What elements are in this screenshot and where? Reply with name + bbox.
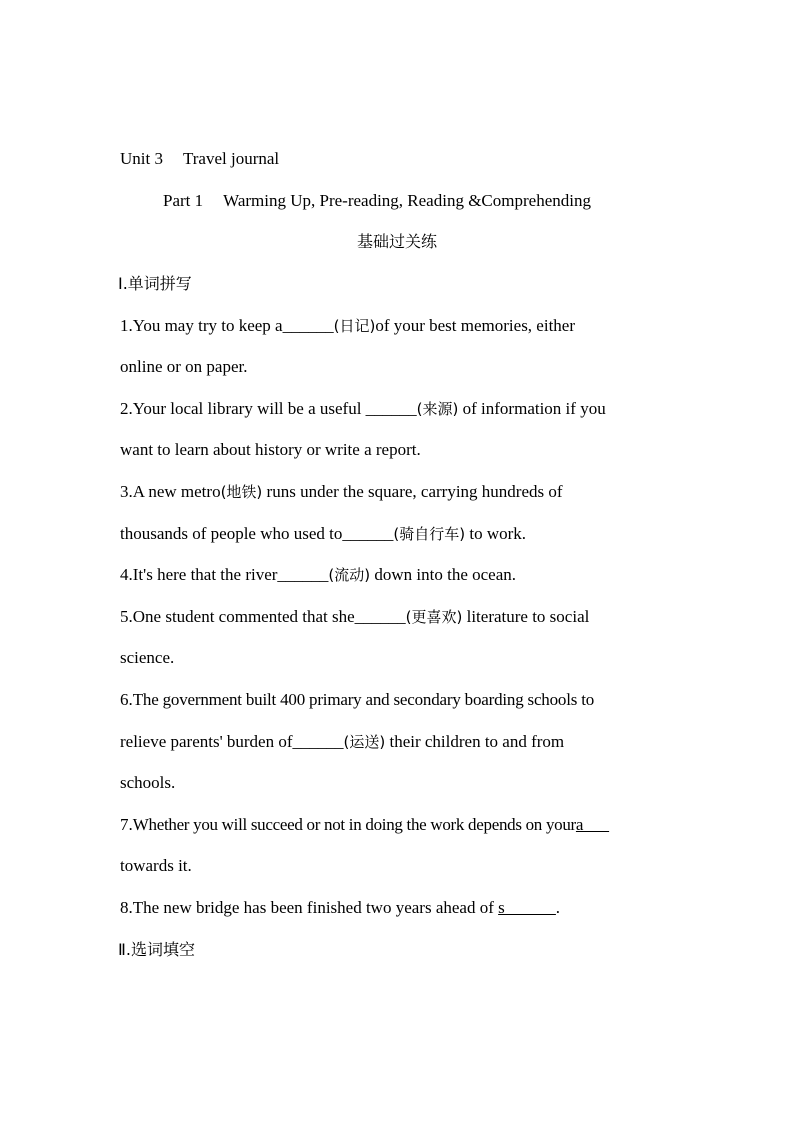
chinese-hint: (地铁) — [220, 483, 263, 501]
question-text: It's here that the river — [132, 565, 278, 584]
question-3 — [120, 481, 680, 503]
question-number: 4. — [120, 565, 133, 584]
answer-blank[interactable]: ______ — [292, 732, 344, 751]
answer-blank[interactable]: ______ — [282, 316, 334, 335]
question-text: The government built 400 primary and secondary boarding schools to — [132, 690, 595, 709]
question-text: You may try to keep a — [132, 316, 283, 335]
answer-blank[interactable]: ______ — [365, 399, 417, 418]
question-text: their children to and from — [385, 732, 565, 751]
question-text: One student commented that she — [132, 607, 355, 626]
section-heading-word-choice: Ⅱ.选词填空 — [118, 940, 195, 959]
question-text: literature to social — [462, 607, 590, 626]
answer-blank[interactable]: ______ — [342, 524, 394, 543]
question-text: Your local library will be a useful — [132, 399, 366, 418]
question-text: of your best memories, either — [375, 316, 576, 335]
question-text: relieve parents' burden of — [120, 732, 293, 751]
question-number: 6. — [120, 690, 133, 709]
question-6-continued — [120, 731, 680, 753]
part-title — [163, 190, 723, 212]
chinese-hint: (流动) — [328, 566, 371, 584]
question-text: Whether you will succeed or not in doing the work depends on your — [132, 815, 576, 834]
question-1 — [120, 315, 680, 337]
answer-blank[interactable]: a___ — [575, 815, 609, 834]
answer-blank[interactable]: s______ — [498, 898, 556, 917]
question-text: to work. — [465, 524, 527, 543]
question-1-continued: online or on paper. — [120, 357, 248, 376]
question-2-continued: want to learn about history or write a report. — [120, 440, 421, 459]
question-7 — [120, 814, 680, 836]
unit-title — [120, 148, 680, 170]
question-8 — [120, 897, 680, 919]
part-name: Warming Up, Pre-reading, Reading &Comprehending — [223, 191, 591, 210]
question-5 — [120, 606, 680, 628]
question-6-continued-2: schools. — [120, 773, 176, 792]
unit-label: Unit 3 — [120, 149, 163, 168]
question-4 — [120, 564, 680, 586]
question-number: 1. — [120, 316, 133, 335]
level-title: 基础过关练 — [356, 232, 437, 251]
chinese-hint: (来源) — [416, 400, 459, 418]
section-heading-spelling: Ⅰ.单词拼写 — [118, 274, 192, 293]
question-text: A new metro — [132, 482, 221, 501]
part-label: Part 1 — [163, 191, 204, 210]
question-number: 5. — [120, 607, 133, 626]
question-number: 8. — [120, 898, 133, 917]
question-text: . — [555, 898, 560, 917]
chinese-hint: (骑自行车) — [393, 525, 466, 543]
unit-name: Travel journal — [182, 149, 280, 168]
question-6 — [120, 689, 680, 711]
chinese-hint: (运送) — [343, 733, 386, 751]
chinese-hint: (日记) — [333, 317, 376, 335]
question-number: 3. — [120, 482, 133, 501]
question-text: down into the ocean. — [370, 565, 517, 584]
answer-blank[interactable]: ______ — [277, 565, 329, 584]
question-text: of information if you — [458, 399, 606, 418]
question-number: 7. — [120, 815, 133, 834]
chinese-hint: (更喜欢) — [405, 608, 463, 626]
question-2 — [120, 398, 680, 420]
question-text: runs under the square, carrying hundreds of — [262, 482, 563, 501]
answer-blank[interactable]: ______ — [354, 607, 406, 626]
question-3-continued — [120, 523, 680, 545]
question-number: 2. — [120, 399, 133, 418]
question-7-continued: towards it. — [120, 856, 192, 875]
question-text: thousands of people who used to — [120, 524, 343, 543]
question-5-continued: science. — [120, 648, 175, 667]
question-text: The new bridge has been finished two years ahead of — [132, 898, 499, 917]
